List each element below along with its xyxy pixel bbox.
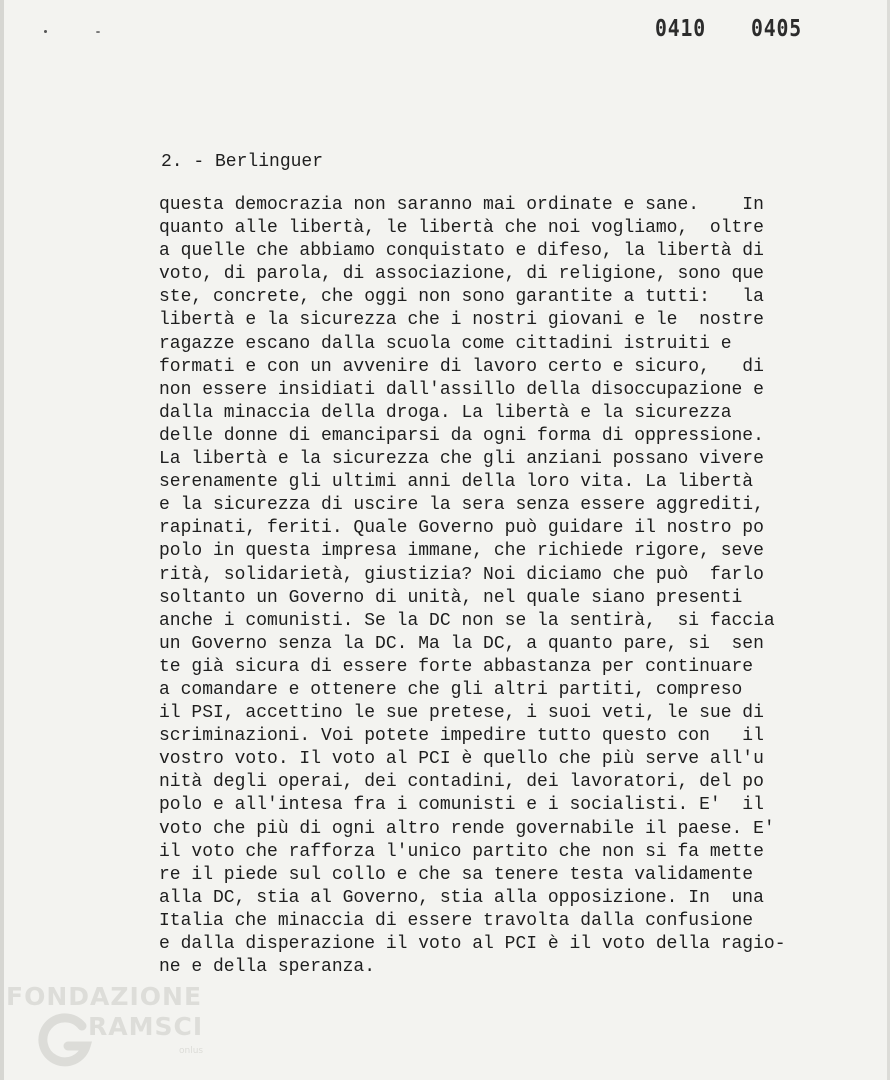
archive-number-left: 0410 [655, 16, 707, 42]
scan-speck [96, 31, 100, 33]
watermark-line2: RAMSCI [88, 1012, 204, 1041]
text-line: libertà e la sicurezza che i nostri giovani e le nostre [159, 310, 764, 331]
text-line: e dalla disperazione il voto al PCI è il voto della ragio- [159, 934, 786, 954]
text-line: vostro voto. Il voto al PCI è quello che più serve all'u [159, 749, 764, 770]
gramsci-g-logo-icon [38, 1012, 94, 1068]
text-line: serenamente gli ultimi anni della loro vita. La libertà [159, 472, 754, 493]
text-line: voto che più di ogni altro rende governabile il paese. E' [159, 818, 775, 839]
watermark-line1: FONDAZIONE [6, 982, 203, 1011]
text-line: a comandare e ottenere che gli altri partiti, compreso [159, 679, 743, 700]
body-text [159, 194, 799, 979]
text-line: il voto che rafforza l'unico partito che non si fa mette [159, 841, 764, 862]
text-line: La libertà e la sicurezza che gli anziani possano vivere [159, 449, 764, 470]
text-line: Italia che minaccia di essere travolta dalla confusione [159, 910, 754, 931]
text-line: nità degli operai, dei contadini, dei lavoratori, del po [159, 772, 764, 793]
text-line: formati e con un avvenire di lavoro certo e sicuro, di [159, 356, 764, 377]
page-header: 2. - Berlinguer [161, 152, 324, 172]
text-line: ste, concrete, che oggi non sono garantite a tutti: la [159, 287, 764, 308]
text-line: ragazze escano dalla scuola come cittadini istruiti e [159, 333, 732, 354]
text-line: questa democrazia non saranno mai ordinate e sane. In [159, 195, 764, 215]
text-line: te già sicura di essere forte abbastanza per continuare [159, 656, 754, 677]
text-line: polo e all'intesa fra i comunisti e i socialisti. E' il [159, 795, 764, 816]
text-line: non essere insidiati dall'assillo della disoccupazione e [159, 379, 764, 400]
text-line: rapinati, feriti. Quale Governo può guidare il nostro po [159, 518, 764, 539]
text-line: un Governo senza la DC. Ma la DC, a quanto pare, si sen [159, 633, 764, 654]
text-line: scriminazioni. Voi potete impedire tutto questo con il [159, 726, 764, 747]
text-line: re il piede sul collo e che sa tenere testa validamente [159, 864, 754, 885]
text-line: ne e della speranza. [159, 957, 376, 978]
fondazione-gramsci-watermark [4, 982, 224, 1078]
scan-speck [44, 30, 47, 33]
text-line: anche i comunisti. Se la DC non se la sentirà, si faccia [159, 610, 775, 631]
text-line: il PSI, accettino le sue pretese, i suoi veti, le sue di [159, 703, 764, 724]
text-line: delle donne di emanciparsi da ogni forma di oppressione. [159, 425, 764, 446]
text-line: dalla minaccia della droga. La libertà e la sicurezza [159, 402, 732, 423]
text-line: e la sicurezza di uscire la sera senza essere aggrediti, [159, 495, 764, 516]
text-line: voto, di parola, di associazione, di religione, sono que [159, 264, 764, 285]
text-line: alla DC, stia al Governo, stia alla opposizione. In una [159, 887, 764, 908]
text-line: polo in questa impresa immane, che richiede rigore, seve [159, 541, 764, 562]
scan-edge-left [0, 0, 4, 1080]
text-line: a quelle che abbiamo conquistato e difeso, la libertà di [159, 241, 764, 262]
text-line: rità, solidarietà, giustizia? Noi diciamo che può farlo [159, 564, 764, 585]
text-line: soltanto un Governo di unità, nel quale siano presenti [159, 587, 743, 608]
text-line: quanto alle libertà, le libertà che noi vogliamo, oltre [159, 218, 764, 239]
watermark-onlus: onlus [179, 1046, 204, 1056]
archive-number-right: 0405 [751, 16, 803, 42]
